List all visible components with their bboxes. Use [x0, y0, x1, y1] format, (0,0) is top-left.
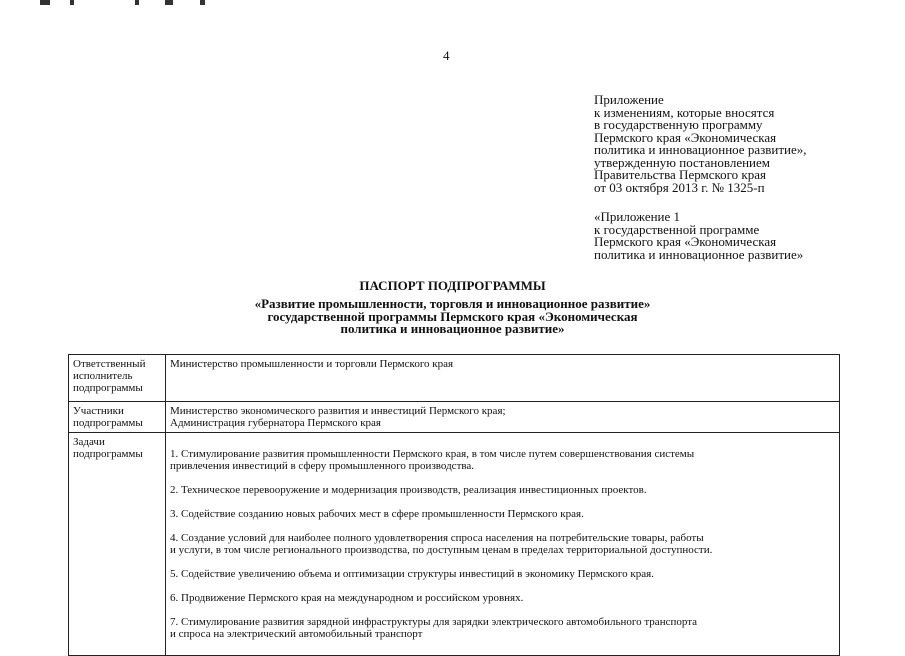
row-value-participants: Министерство экономического развития и инвестиций Пермского края; Администрация губернатора Пермского края	[166, 402, 840, 433]
document-title: ПАСПОРТ ПОДПРОГРАММЫ	[359, 278, 546, 293]
row-value-responsible: Министерство промышленности и торговли Пермского края	[166, 355, 840, 402]
passport-table	[68, 354, 840, 656]
task-item: 2. Техническое перевооружение и модернизация производств, реализация инвестиционных проектов.	[170, 484, 647, 496]
task-item: 7. Стимулирование развития зарядной инфраструктуры для зарядки электрического автомобильного транспорта и спроса на электрический автомобильный транспорт	[170, 616, 698, 640]
subprogram-title: «Развитие промышленности, торговля и инновационное развитие» государственной программы Пермского края «Экономическая политика и инновационное развитие»	[254, 296, 651, 336]
appendix-1-header: «Приложение 1 к государственной программе Пермского края «Экономическая политика и инновационное развитие»	[594, 209, 804, 262]
row-value-tasks	[166, 433, 840, 656]
scan-edge-marks	[40, 0, 220, 8]
task-item: 1. Стимулирование развития промышленности Пермского края, в том числе путем совершенствования системы привлечения инвестиций в сферу промышленного производства.	[170, 448, 695, 472]
task-item: 3. Содействие созданию новых рабочих мест в сфере промышленности Пермского края.	[170, 508, 584, 520]
table-row	[69, 433, 840, 656]
task-item: 4. Создание условий для наиболее полного удовлетворения спроса населения на потребительские товары, работы и услуги, в том числе регионального производства, по доступным ценам в пределах территориальной доступности.	[170, 532, 713, 556]
table-row	[69, 402, 840, 433]
appendix-header: Приложение к изменениям, которые вносятся в государственную программу Пермского края «Экономическая политика и инновационное развитие», утвержденную постановлением Правительства Пермского края от 03 октября 2013 г. № 1325-п	[594, 92, 807, 195]
row-label-tasks: Задачи подпрограммы	[69, 433, 166, 656]
task-item: 6. Продвижение Пермского края на международном и российском уровнях.	[170, 592, 524, 604]
page-number: 4	[443, 48, 450, 63]
row-label-responsible: Ответственный исполнитель подпрограммы	[69, 355, 166, 402]
row-label-participants: Участники подпрограммы	[69, 402, 166, 433]
task-item: 5. Содействие увеличению объема и оптимизации структуры инвестиций в экономику Пермского края.	[170, 568, 654, 580]
table-row	[69, 355, 840, 402]
